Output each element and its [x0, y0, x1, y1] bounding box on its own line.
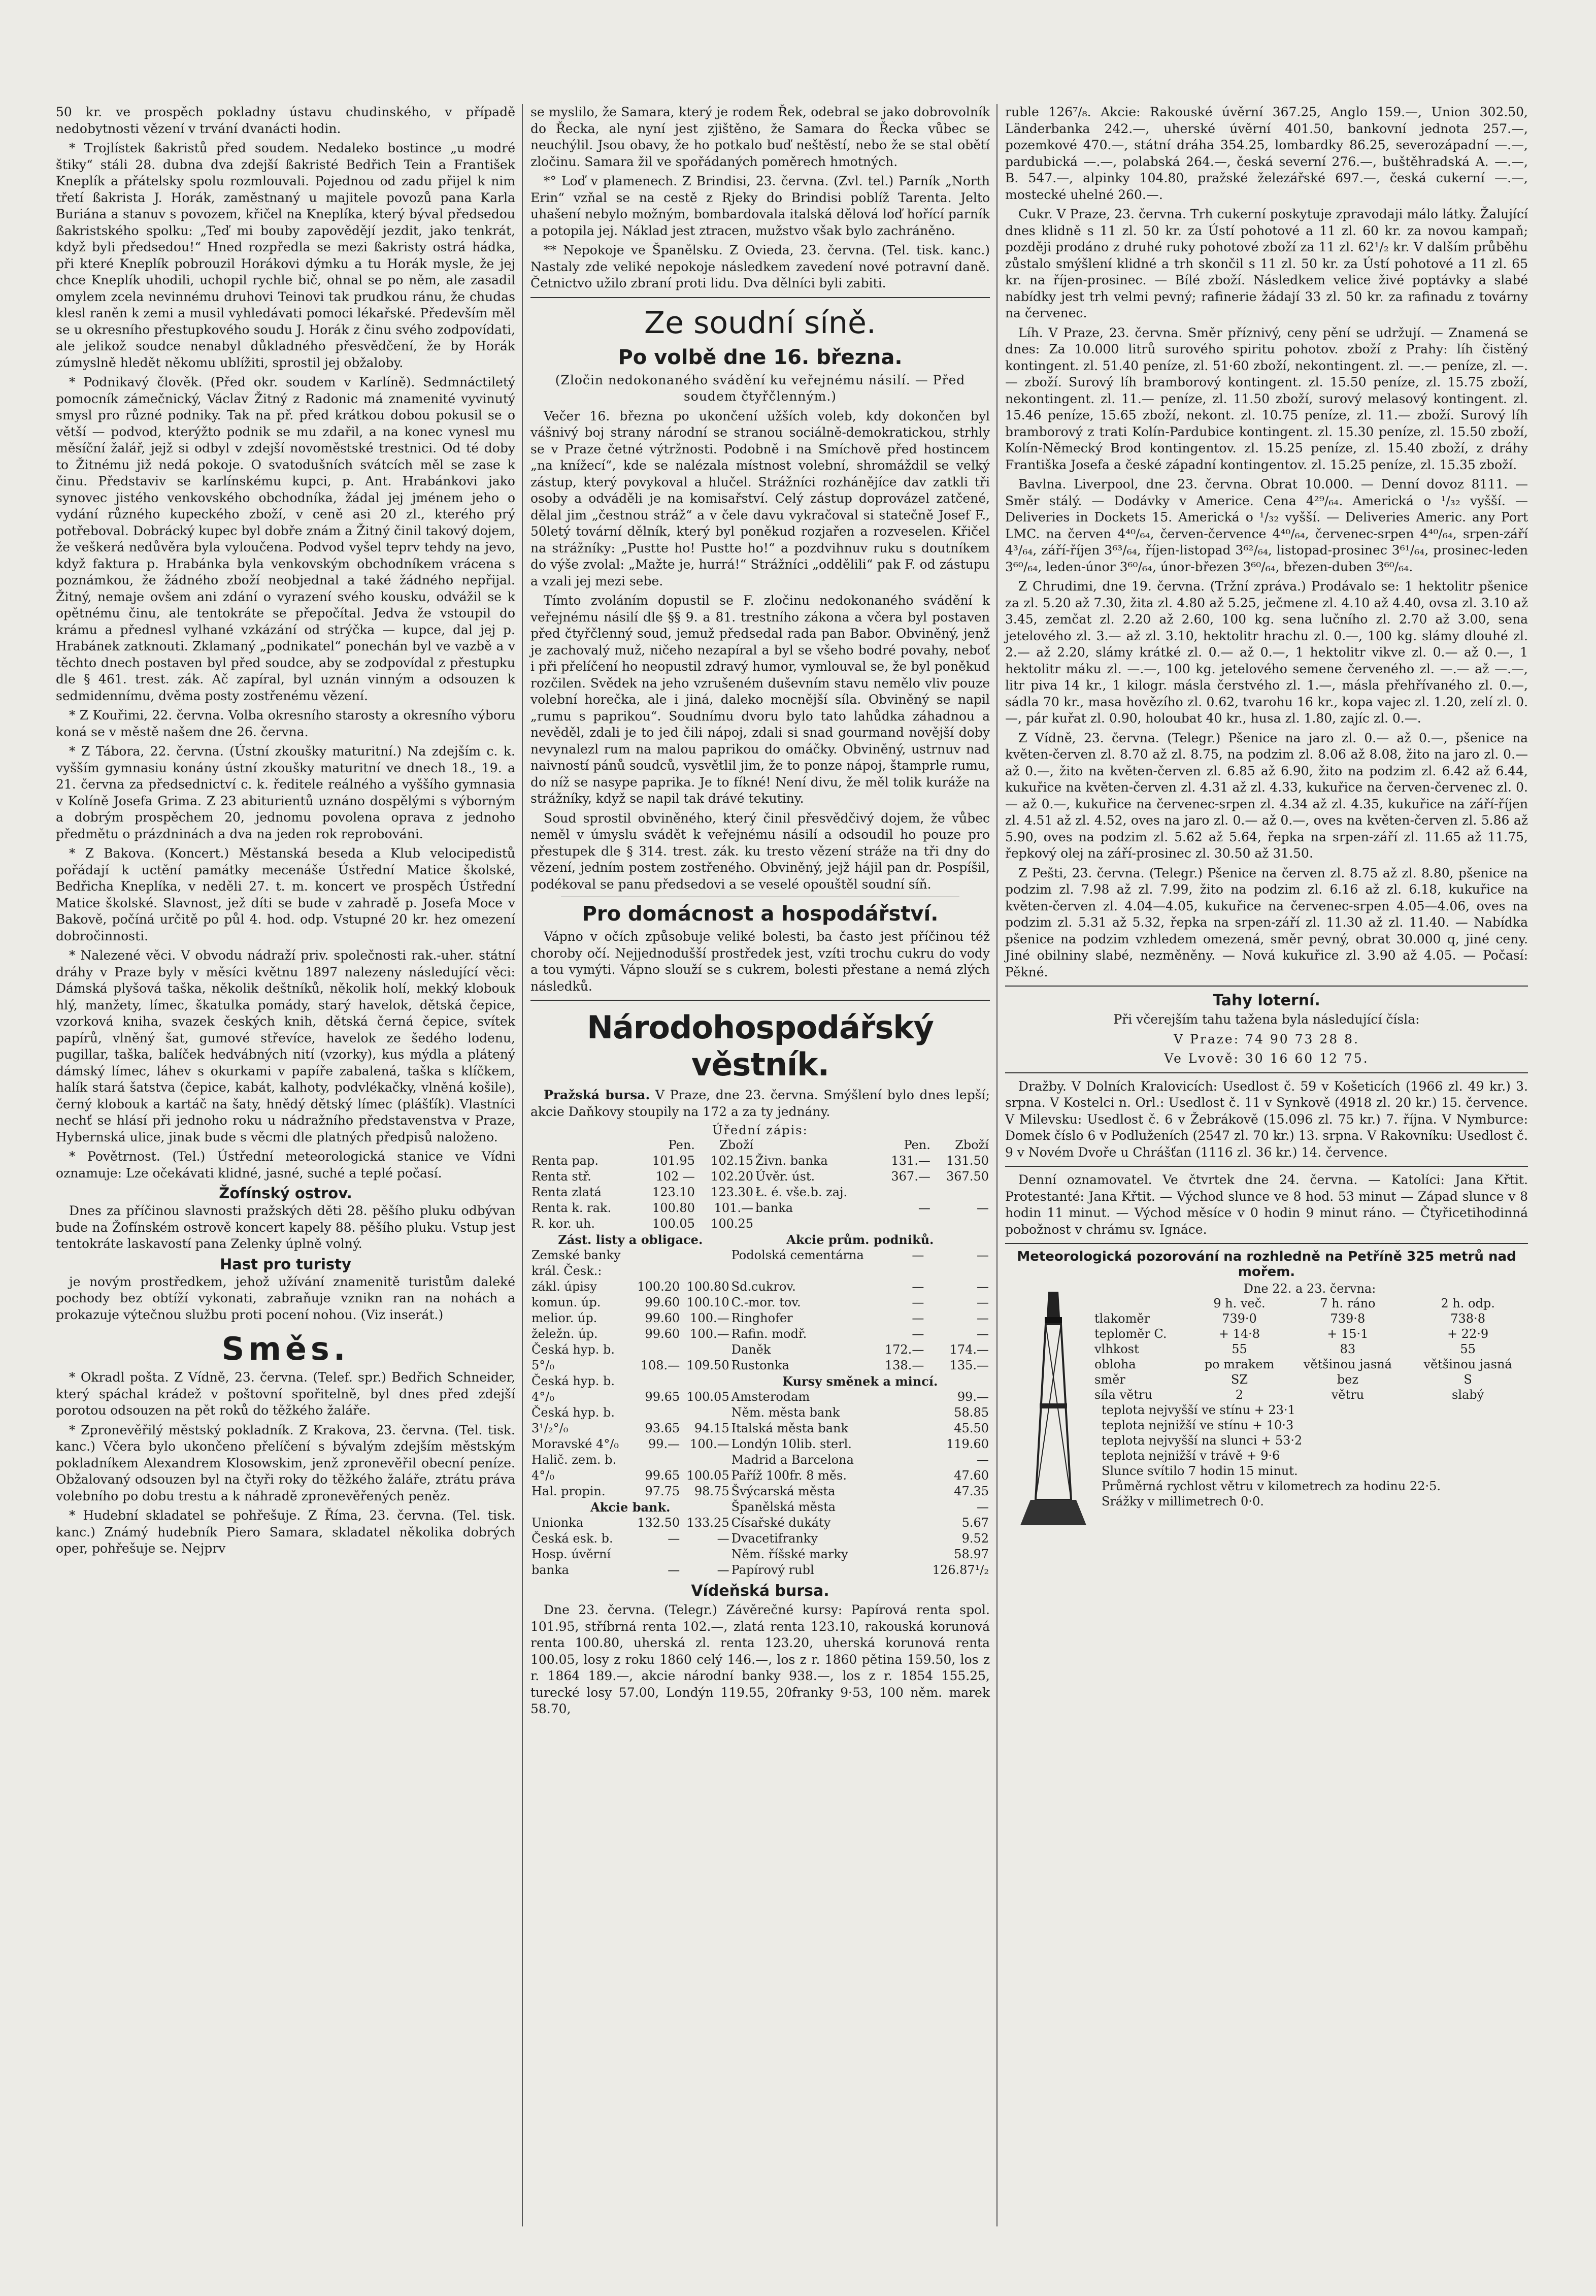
zast-heading: Zást. listy a obligace.: [558, 1232, 703, 1247]
akcie-prum-heading: Akcie prům. podniků.: [786, 1232, 934, 1247]
table-row: 3¹/₂°/₀ 93.65 94.15 Italská města bank 45.50: [531, 1421, 989, 1435]
section-divider: [530, 1000, 990, 1001]
article-nepokoje: ** Nepokoje ve Španělsku. Z Ovieda, 23. června. (Tel. tisk. kanc.) Nastaly zde veliké nepokoje následkem zavedení nové potravní daně. Četnictvo užilo zbraní proti lidu. Dva dělníci byli zabiti.: [530, 243, 990, 290]
lih-report: Líh. V Praze, 23. června. Směr příznivý, ceny pění se udržují. — Znamená se dnes: Za 10.000 litrů surového spiritu pohotov. zboží z Prahy: líh čistěný kontingent. zl. 51.40 peníze, zl. 51·60 zboží, nekontingent. zl. —.— peníze, zl. —.— zboží. Surový líh bramborový kontingent. zl. 15.50 peníze, zl. 15.75 zboží, nekontingent. zl. 11.— peníze, zl. 11.50 zboží, surový melasový kontingent. zl. 15.46 peníze, 15.65 zboží, nekont. zl. 10.75 peníze, zl. 11.— zboží. Surový líh bramborový z trati Kolín-Pardubice kontingent. zl. 15.30 peníze, zl. 15.50 zboží, Kolín-Německý Brod kontingentov. zl. 15.25 peníze, zl. 15.40 zboží, z dráhy Františka Josefa a české západní kontingentov. zl. 15.25 peníze, zl. 15.35 zboží.: [1005, 325, 1528, 472]
table-row: směr SZ bez S: [1094, 1372, 1472, 1387]
table-row: síla větru 2 větru slabý: [1094, 1388, 1484, 1402]
soudni-subheading: Po volbě dne 16. března.: [618, 345, 903, 369]
table-row: Unionka 132.50 133.25 Císařské dukáty 5.67: [531, 1516, 989, 1530]
meteo-block: [1005, 1282, 1528, 1532]
smes-paragraph: * Okradl pošta. Z Vídně, 23. června. (Telef. spr.) Bedřich Schneider, který spáchal krádež v poštovní spořitelně, byl dnes před zdejší porotou odsouzen na pět roků do těžkého žaláře.: [56, 1370, 515, 1418]
zofin-text: Dnes za příčinou slavnosti pražských děti 28. pěšího pluku odbývan bude na Žofínském ostrově koncert kapely 88. pěšího pluku. Vstup jest tentokráte laskavostí pana Zelenky úplně volný.: [56, 1203, 515, 1251]
table-row: Zemské banky Podolská cementárna — —: [531, 1248, 989, 1262]
newspaper-page: [56, 104, 1528, 2226]
soudni-paragraph: Večer 16. března po ukončení užších voleb, kdy dokončen byl vášnivý boj strany národní se stranou sociálně-demokratickou, strhly se v Praze četné výtržnosti. Podobně i na Smíchově před hostincem „na knížecí“, kde se nalézala místnost volební, shromáždil se velký zástup, který povykoval a hlučel. Strážníci rozhánějíce dav zatkli tři osoby a odváděli je na komisařství. Celý zástup doprovázel zatčené, dělal jim „čestnou stráž“ a v čele davu vykračoval si statečně Josef F., 50letý tovární dělník, který byl poněkud rozjařen a rozveselen. Křičel na strážníky: „Pustte ho! Pustte ho!“ a pozdvihnuv ruku s doutníkem do výše zvolal: „Mažte je, hurrá!“ Strážníci „oddělili“ pak F. od zástupu a vzali jej mezi sebe.: [530, 408, 990, 588]
table-header: [530, 1232, 990, 1248]
soudni-heading: Ze soudní síně.: [644, 305, 876, 341]
table-row: 4°/₀ 99.65 100.05 Paříž 100fr. 8 měs. 47.60: [531, 1468, 989, 1483]
column-3: [1005, 104, 1528, 1532]
tahy-praha: V Praze: 74 90 73 28 8.: [1174, 1031, 1359, 1046]
soudni-paragraph: Soud sprostil obviněného, který činil přesvědčivý dojem, že vůbec neměl v úmyslu svádět k veřejnému násilí a odsoudil ho pouze pro přestupek dle § 314. trest. zák. ku tresto vězení stráže na tři dny do vězení, jedním postem zostřeného. Obviněný, jejž hájil pan dr. Pospíšil, podékoval se panu předsedovi a se veselé opouštěl soudní síň.: [530, 810, 990, 892]
table-header: [530, 1137, 990, 1153]
bavlna-report: Bavlna. Liverpool, dne 23. června. Obrat 10.000. — Denní dovoz 8111. — Směr stálý. — Dodávky v Americe. Cena 4²⁹/₆₄. Americká o ¹/₃₂ vyšší. — Deliveries in Dockets 15. Americká o ¹/₃₂ vyšší. — Deliveries Americ. any Port LMC. na červen 4⁴⁰/₆₄, červen-července 4⁴⁰/₆₄, červenec-srpen 4⁴⁰/₆₄, srpen-září 4³/₆₄, září-říjen 3⁶³/₆₄, říjen-listopad 3⁶²/₆₄, listopad-prosinec 3⁶¹/₆₄, prosinec-leden 3⁶⁰/₆₄, leden-únor 3⁶⁰/₆₄, únor-březen 3⁶⁰/₆₄, březen-duben 3⁶⁰/₆₄.: [1005, 477, 1528, 574]
table-row: tlakoměr 739·0 739·8 738·8: [1094, 1311, 1485, 1326]
soudni-lead: (Zločin nedokonaného svádění ku veřejnému násilí. — Před soudem čtyřčlenným.): [555, 372, 966, 404]
petrin-tower-icon: [1015, 1287, 1091, 1530]
akcie-bank-heading: Akcie bank.: [590, 1500, 671, 1515]
table-row: 5°/₀ 108.— 109.50 Rustonka 138.— 135.—: [531, 1358, 989, 1372]
meteo-line: teplota nejnižší ve stínu + 10·3: [1102, 1418, 1294, 1432]
videnska-heading: Vídeňská bursa.: [691, 1582, 829, 1600]
uredni-heading: Úřední zápis:: [712, 1123, 808, 1137]
tahy-lead: Při včerejším tahu tažena byla následující čísla:: [1113, 1012, 1420, 1027]
table-row: želežn. úp. 99.60 100.— Rafin. modř. — —: [531, 1327, 989, 1341]
drazby-text: Dražby. V Dolních Kralovicích: Usedlost č. 59 v Košeticích (1966 zl. 49 kr.) 3. srpna. V Kostelci n. Orl.: Usedlost č. 11 v Synkově (4918 zl. 20 kr.) 15. července. V Milevsku: Usedlost č. 6 v Žebrákově (15.096 zl. 75 kr.) 7. října. V Nymburce: Domek číslo 6 v Podluženích (2547 zl. 70 kr.) 13. srpna. V Rakovníku: Usedlost č. 9 v Novém Dvoře u Chrášťan (1116 zl. 36 kr.) 14. července.: [1005, 1078, 1528, 1160]
hast-heading: Hast pro turisty: [220, 1255, 351, 1273]
akcie-paragraph: ruble 126⁷/₈. Akcie: Rakouské úvěrní 367.25, Anglo 159.—, Union 302.50, Länderbanka 242.—, uherské úvěrní 401.50, bankovní jednota 257.—, pozemkové 470.—, státní dráha 354.25, lombardky 86.25, severozápadní —.—, pardubická —.—, polabská 264.—, česká severní 276.—, buštěhradská A. —.—, B. 547.—, alpinky 104.80, pražské železářské 697.—, česká cukerní —.—, mostecké uhelné 260.—.: [1005, 105, 1528, 202]
article-trojlistek: * Trojlístek ßakristů před soudem. Nedaleko bostince „u modré štiky“ stáli 28. dubna dva zdejší ßakristé Bedřich Tein a František Kneplík a přátelsky spolu rozmlouvali. Pojednou od zadu přijel k nim třetí ßakrista J. Horák, zaměstnaný u majitele povozů pana Karla Buriána a stanuv s povozem, křičel na Kneplíka, který býval předsedou ßakristského spolku: „Teď mi bouby zapovědějí jezdit, jako tenkrát, když byli předsedou!“ Hned rozpředla se mezi ßakristy ostrá hádka, při které Kneplík pobrouzil Horákovi dýmku a tu Horák mysle, že jej chce Kneplík uhodili, uchopil rychle bič, ohnal se po něm, ale zasadil omylem zcela nevinnému druhovi Teinovi tak prudkou ránu, že chudas klesl raněn k zemi a musil vyhledávati pomoci lékařské. Především měl se u okresního přestupkového soudu J. Horák z činu svého zodpovídati, ale jelikož soudce nenabyl důkladného přesvědčení, že by Horák zúmyslně hledět někomu ublížiti, sprostil jej obžaloby.: [56, 141, 515, 370]
table-row: melior. úp. 99.60 100.— Ringhofer — —: [531, 1311, 989, 1325]
column-divider: [522, 104, 523, 2226]
article-povetrnost: * Povětrnost. (Tel.) Ústřední meteorologická stanice ve Vídni oznamuje: Lze očekávati klidné, jasné, suché a teplé počasí.: [56, 1149, 515, 1180]
burza-body: V Praze, dne 23. června. Smýšlení bylo dnes lepší; akcie Daňkovy stoupily na 172 a za ty jednány.: [530, 1088, 990, 1119]
table-row: Renta k. rak. 100.80 101.— banka — —: [531, 1201, 989, 1215]
table-row: Halič. zem. b. Madrid a Barcelona —: [531, 1453, 989, 1467]
zofin-heading: Žofínský ostrov.: [219, 1185, 352, 1202]
table-row: Česká hyp. b. Daněk 172.— 174.—: [531, 1342, 989, 1357]
article-lod: *° Loď v plamenech. Z Brindisi, 23. června. (Zvl. tel.) Parník „North Erin“ vzňal se na cestě z Rjeky do Brindisi poblíž Tarenta. Jelto uhašení nebylo možným, bombardovala italská dělová loď hořící parník a potopila jej. Náklad jest ztracen, mužstvo však bylo zachráněno.: [530, 174, 990, 238]
denni-oznamovatel: Denní oznamovatel. Ve čtvrtek dne 24. června. — Katolíci: Jana Křtit. Protestanté: Jana Křtit. — Východ slunce ve 8 hod. 53 minut — Západ slunce v 8 hodin 11 minut. — Východ měsíce v 0 hodin 9 minut ráno. — Čtyřicetihodinná pobožnost v chrámu sv. Ignáce.: [1005, 1172, 1528, 1237]
column-header: Zboží: [955, 1138, 989, 1152]
section-divider: [1005, 986, 1528, 987]
narodohosp-heading: Národohospodářský věstník.: [587, 1009, 934, 1083]
smes-paragraph: * Zpronevěřilý městský pokladník. Z Krakova, 23. června. (Tel. tisk. kanc.) Včera bylo ukončeno přelíčení s bývalým zdejším městským pokladníkem Alexandrem Klosowskim, jenž zpronevěřil obecní peníze. Obžalovaný odsouzen byl na čtyři roky do těžkého žaláře, ztrátu práva volebního po dobu trestu a k náhradě zpronevěřených peněz.: [56, 1422, 515, 1503]
kursy-heading: Kursy směnek a mincí.: [782, 1374, 938, 1389]
table-row: zákl. úpisy 100.20 100.80 Sd.cukrov. — —: [531, 1280, 989, 1294]
table-row: král. Česk.:: [531, 1264, 602, 1278]
column-header: Pen.: [904, 1138, 930, 1152]
table-row: 4°/₀ 99.65 100.05 Amsterodam 99.—: [531, 1390, 989, 1404]
article-nalezene: * Nalezené věci. V obvodu nádraží priv. společnosti rak.-uher. státní dráhy v Praze byly v měsíci květnu 1897 nalezeny následující věci: Dámská plyšová taška, několik deštníků, několik holí, mekký klobouk hlý, manžety, límec, škatulka pomády, starý havelok, dětská čepice, vzorková kniha, svazek českých knih, dětská černá čepice, svítek papírů, vlněný šat, gumové střevíce, havelok ze šedého lodenu, pugillar, taška, balíček hedvábných nití (vzorky), kus mýdla a plátený dámský límec, láhev s okurkami v papíře zabalená, taška s klíčkem, halík stará šatstva (čepice, kabát, kalhoty, podvlékačky, vlněná košile), černý klobouk a kartáč na šaty, hnědý dětský límec (plášťík). Vlastníci nechť se hlásí při jednoho roku u nádražního představenstva v Praze, Hybernská ulice, jinak bude s věcmi dle platných předpisů naloženo.: [56, 948, 515, 1144]
article-tabor: * Z Tábora, 22. června. (Ústní zkoušky maturitní.) Na zdejším c. k. vyšším gymnasiu konány ústní zkoušky maturitní ve dnech 18., 19. a 21. června za předsednictví c. k. ředitele reálného a vyššího gymnasia v Kolíně Josefa Grima. Z 23 abiturientů uznáno dospělými s výborným a dobrým prospěchem 20, jednomu povolena oprava z jednoho předmětu o prázdninách a dva na jeden rok reprobováni.: [56, 744, 515, 841]
meteo-line: Slunce svítilo 7 hodin 15 minut.: [1102, 1464, 1298, 1478]
burza-heading: Pražská bursa.: [544, 1088, 650, 1102]
column-header: Pen.: [668, 1138, 695, 1152]
smes-heading: Směs.: [221, 1330, 350, 1367]
meteo-heading: Meteorologická pozorování na rozhledně na Petříně 325 metrů nad mořem.: [1017, 1249, 1516, 1280]
table-row: Akcie bank. Španělská města —: [530, 1499, 990, 1515]
meteo-extra: [1091, 1402, 1528, 1509]
section-divider: [1005, 1243, 1528, 1244]
article-paragraph: se myslilo, že Samara, který je rodem Řek, odebral se jako dobrovolník do Řecka, ale nyní jest zjištěno, že Samara do Řecka vůbec se neuchýlil. Jsou obavy, že ho potkalo buď neštěstí, nebo že se stal obětí zločinu. Samara žil ve spořádaných poměrech hmotných.: [530, 105, 990, 169]
article-bakov: * Z Bakova. (Koncert.) Městanská beseda a Klub velocipedistů pořádají k uctění památky mecenáše Ústřední Matice školské, Bedřicha Kneplíka, v neděli 27. t. m. koncert ve prospěch Ústřední Matice školské. Slavnost, jež díti se bude v zahradě p. Josefa Moce v Bakově, počíná určitě po půl 4. hod. odp. Vstupné 20 kr. hez omezení dobročinnosti.: [56, 846, 515, 943]
uredni-table: [530, 1137, 990, 1232]
viden-report: Z Vídně, 23. června. (Telegr.) Pšenice na jaro zl. 0.— až 0.—, pšenice na květen-červen zl. 8.70 až zl. 8.75, na podzim zl. 8.06 až 8.08, žito na jaro zl. 0.— až 0.—, žito na květen-červen zl. 6.85 až 6.90, žito na podzim zl. 6.42 až 6.44, kukuřice na květen-červen zl. 4.31 až zl. 4.33, kukuřice na červen-červenec zl. 0.— až 0.—, kukuřice na červenec-srpen zl. 4.34 až zl. 4.35, kukuřice na září-říjen zl. 4.51 až zl. 4.52, oves na jaro zl. 0.— až 0.—, oves na květen-červen zl. 5.86 až 5.90, oves na podzim zl. 5.62 až 5.64, řepka na srpen-září zl. 11.65 až 11.75, řepkový olej na září-prosinec zl. 30.50 až 31.50.: [1005, 730, 1528, 861]
pest-report: Z Pešti, 23. června. (Telegr.) Pšenice na červen zl. 8.75 až zl. 8.80, pšenice na podzim zl. 7.98 až zl. 7.99, žito na podzim zl. 6.16 až zl. 6.18, kukuřice na květen-červen zl. 4.04—4.05, kukuřice na červenec-srpen 4.05—4.06, oves na podzim zl. 5.31 až 5.32, řepka na srpen-září zl. 11.30 až zl. 11.40. — Nabídka pšenice na podzim vzhledem omezená, směr pevný, obrat 30.000 q, jiné ceny. Jiné obilniny slabé, nezměněny. — Nová kukuřice zl. 3.90 až 4.05. — Počasí: Pěkné.: [1005, 865, 1528, 979]
column-divider: [996, 104, 998, 2226]
videnska-text: Dne 23. června. (Telegr.) Závěrečné kursy: Papírová renta spol. 101.95, stříbrná renta 102.—, zlatá renta 123.10, rakouská korunová renta 100.80, uherská zl. renta 123.20, uherská korunová renta 100.05, losy z roku 1860 celý 146.—, los z r. 1860 pětina 159.50, los z r. 1864 189.—, akcie národní banky 938.—, los z r. 1854 155.25, turecké losy 57.00, Londýn 119.55, 20franky 9·53, 100 něm. marek 58.70,: [530, 1602, 990, 1716]
table-row: Česká esk. b. — — Dvacetifranky 9.52: [531, 1531, 989, 1546]
table-row: Česká hyp. b. Něm. města bank 58.85: [531, 1405, 989, 1420]
table-row: Hal. propin. 97.75 98.75 Švýcarská města 47.35: [531, 1484, 989, 1498]
domacnost-heading: Pro domácnost a hospodářství.: [582, 902, 939, 926]
chrudim-report: Z Chrudimi, dne 19. června. (Tržní zpráva.) Prodávalo se: 1 hektolitr pšenice za zl. 5.20 až 7.30, žita zl. 4.80 až 5.25, ječmene zl. 4.10 až 4.40, ovsa zl. 3.10 až 3.45, zemčat zl. 2.20 až 2.60, 100 kg. sena lučního zl. 2.70 až 3.00, sena jetelového zl. 3.— až zl. 3.10, hektolitr hrachu zl. 0.—, 100 kg. slámy dlouhé zl. 2.— až 2.20, slámy krátké zl. 0.— až 0.—, 1 hektolitr vikve zl. 0.— až 0.—, 1 hektolitr máku zl. —.—, 100 kg. jetelového semene červeného zl. —.— až —.—, litr piva 14 kr., 1 kilogr. másla čerstvého zl. 1.—, másla přehřívaného zl. 0.—, sádla 70 kr., masa hovězího zl. 0.62, tvarohu 16 kr., kopa vajec zl. 1.20, zelí zl. 0.—, pár kuřat zl. 0.90, holoubat 40 kr., husa zl. 1.80, zajíc zl. 0.—.: [1005, 579, 1528, 726]
meteo-line: Průměrná rychlost větru v kilometrech za hodinu 22·5.: [1102, 1479, 1441, 1493]
section-divider: [1005, 1166, 1528, 1167]
table-row: Česká hyp. b. Kursy směnek a mincí.: [530, 1373, 990, 1389]
meteo-line: Srážky v millimetrech 0·0.: [1102, 1494, 1264, 1508]
section-divider: [1005, 1072, 1528, 1073]
meteo-date: Dne 22. a 23. června:: [1243, 1282, 1376, 1296]
burza-text: [530, 1087, 990, 1120]
table-row: Renta zlatá 123.10 123.30 Ł. é. vše.b. zaj.: [531, 1185, 848, 1199]
table-row: vlhkost 55 83 55: [1094, 1342, 1476, 1356]
tahy-heading: Tahy loterní.: [1213, 992, 1320, 1009]
article-paragraph: 50 kr. ve prospěch pokladny ústavu chudinského, v případě nedobytnosti vězení v trvání dvanácti hodin.: [56, 105, 515, 136]
table-row: Renta pap. 101.95 102.15 Živn. banka 131.— 131.50: [531, 1154, 989, 1168]
smes-paragraph: * Hudební skladatel se pohřešuje. Z Říma, 23. června. (Tel. tisk. kanc.) Známý hudebník Piero Samara, skladatel několika dobrých oper, pohřešuje se. Nejprv: [56, 1508, 515, 1556]
hast-text: je novým prostředkem, jehož užívání znamenitě turistům daleké pochody bez obtíží vykonati, zabraňuje vznikn ran na nohách a prokazuje výtečnou službu proti pocení nohou. (Viz inserát.): [56, 1274, 515, 1322]
column-2: [530, 104, 990, 1721]
meteo-line: teplota nejvyšší ve stínu + 23·1: [1102, 1403, 1295, 1417]
article-kourim: * Z Kouřimi, 22. června. Volba okresního starosty a okresního výboru koná se v městě našem dne 26. června.: [56, 708, 515, 739]
table-row: komun. úp. 99.60 100.10 C.-mor. tov. — —: [531, 1295, 989, 1309]
table-row: Hosp. úvěrní Něm. říšské marky 58.97: [531, 1547, 989, 1561]
table-row: R. kor. uh. 100.05 100.25: [531, 1217, 754, 1231]
table-header: 9 h. več. 7 h. ráno 2 h. odp.: [1213, 1296, 1495, 1310]
table-row: Renta stř. 102 — 102.20 Úvěr. úst. 367.— 367.50: [531, 1169, 989, 1184]
meteo-line: teplota nejvyšší na slunci + 53·2: [1102, 1433, 1303, 1448]
tahy-lvov: Ve Lvově: 30 16 60 12 75.: [1164, 1051, 1369, 1066]
table-row: teploměr C. + 14·8 + 15·1 + 22·9: [1094, 1327, 1489, 1341]
column-1: [56, 104, 515, 1560]
meteo-line: teplota nejnižší v trávě + 9·6: [1102, 1449, 1280, 1463]
meteo-table: [1091, 1296, 1528, 1402]
section-divider: [530, 297, 990, 298]
soudni-paragraph: Tímto zvoláním dopustil se F. zločinu nedokonaného svádění k veřejnému násilí dle §§ 9. a 81. trestního zákona a včera byl postaven před čtyřčlenný soud, jemuž předsedal rada pan Babor. Obviněný, jenž je zachovalý muž, ničeho nezapíral a byl se všeho bodré povahy, neboť i při přelíčení ho neopustil zdravý humor, vymlouval se, že byl poněkud rozčilen. Svědek na jeho vzrušeném duševním stavu nemělo vliv pouze volební horečka, ale i jiná, daleko mocnější síla. Obviněný se napil „rumu s paprikou“. Soudnímu dvoru bylo tato lahůdka záhadnou a nevěděl, zdali je to jed čili nápoj, zdali si snad gourmand novější doby nevynalezl rum na malou paprikou do omáčky. Obviněný, ustrnuv nad naivností pánů soudců, vysvětlil jim, že to ponze nápoj, štamprle rumu, do níž se nasype paprika. Je to fíkné! Není divu, že měl tolik kuráže na strážníky, když se napil tak drávé tekutiny.: [530, 593, 990, 806]
cukr-report: Cukr. V Praze, 23. června. Trh cukerní poskytuje zpravodaji málo látky. Žalující dnes klidně s 11 zl. 50 kr. za Ústí pohotové a 11 zl. 60 kr. za novou kampaň; později prodáno z druhé ruky pohotové zboží za 11 zl. 62¹/₂ kr. V dalším průběhu zůstalo smýšlení klidné a trh skončil s 11 zl. 50 kr. za Ústí pohotové a 11 zl. 65 kr. na říjen-prosinec. — Bílé zboží. Následkem velice živé poptávky a slabé nabídky jest trh velmi pevný; rafinerie žádají 33 zl. 50 kr. za rafinadu z továrny na červenec.: [1005, 207, 1528, 320]
petrin-tower-icon: [1015, 1287, 1091, 1532]
table-row: banka — — Papírový rubl 126.87¹/₂: [531, 1563, 989, 1577]
column-header: Zboží: [719, 1138, 754, 1152]
zastavni-table: [530, 1232, 990, 1578]
domacnost-text: Vápno v očích způsobuje veliké bolesti, ba často jest příčinou též choroby očí. Nejjednodušší prostředek jest, vzíti trochu cukru do vody a tou vymýti. Vápno slouží se s cukrem, bolesti přestane a nemá zlých následků.: [530, 929, 990, 994]
article-podnikavy: * Podnikavý člověk. (Před okr. soudem v Karlíně). Sedmnáctiletý pomocník zámečnický, Václav Žitný z Radonic má znamenité vyvinutý smysl pro různé podniky. Tak na př. před krátkou dobou pokusil se o větší — podvod, kterýžto podnik se mu zdařil, a na konec vynesl mu měsíční žalář, jejž si odbyl v zdejší novoměstské trestnici. Od té doby to Žitnému již nedá pokoje. O svatodušních svátcích měl se zase k činu. Představiv se karlínskému kupci, p. Ant. Hrabánkovi jako synovec jistého venkovského obchodníka, žádal jej jménem jeho o vydání různého kupeckého zboží, v ceně asi 20 zl., kterého prý potřeboval. Dobrácký kupec byl dobře znám a Žitný činil takový dojem, že veškerá nedůvěra byla vyloučena. Podvod vyšel teprv tehdy na jevo, když faktura p. Hrabánka byla venkovským obchodníkem vrácena s poznámkou, že žádného zboží neobjednal a také žádného nepřijal. Žitný, nemaje ovšem ani zdání o vyrazení svého kousku, odvážil se k opětnému činu, ale tentokráte se přepočítal. Jedva že vstoupil do krámu a přednesl vylhané vzkázání od strýčka — kupce, dal jej p. Hrabánek zatknouti. Zklamaný „podnikatel“ ponechán byl ve vazbě a v těchto dnech postaven byl před soudce, aby se zodpovídal z přestupku dle § 461. trest. zák. Ač zapíral, byl uznán vinným a odsouzen k sedmidennímu, dvěma posty zostřenému vězení.: [56, 375, 515, 703]
table-row: obloha po mrakem většinou jasná většinou jasná: [1094, 1357, 1512, 1371]
table-row: Moravské 4°/₀ 99.— 100.— Londýn 10lib. sterl. 119.60: [531, 1437, 989, 1451]
